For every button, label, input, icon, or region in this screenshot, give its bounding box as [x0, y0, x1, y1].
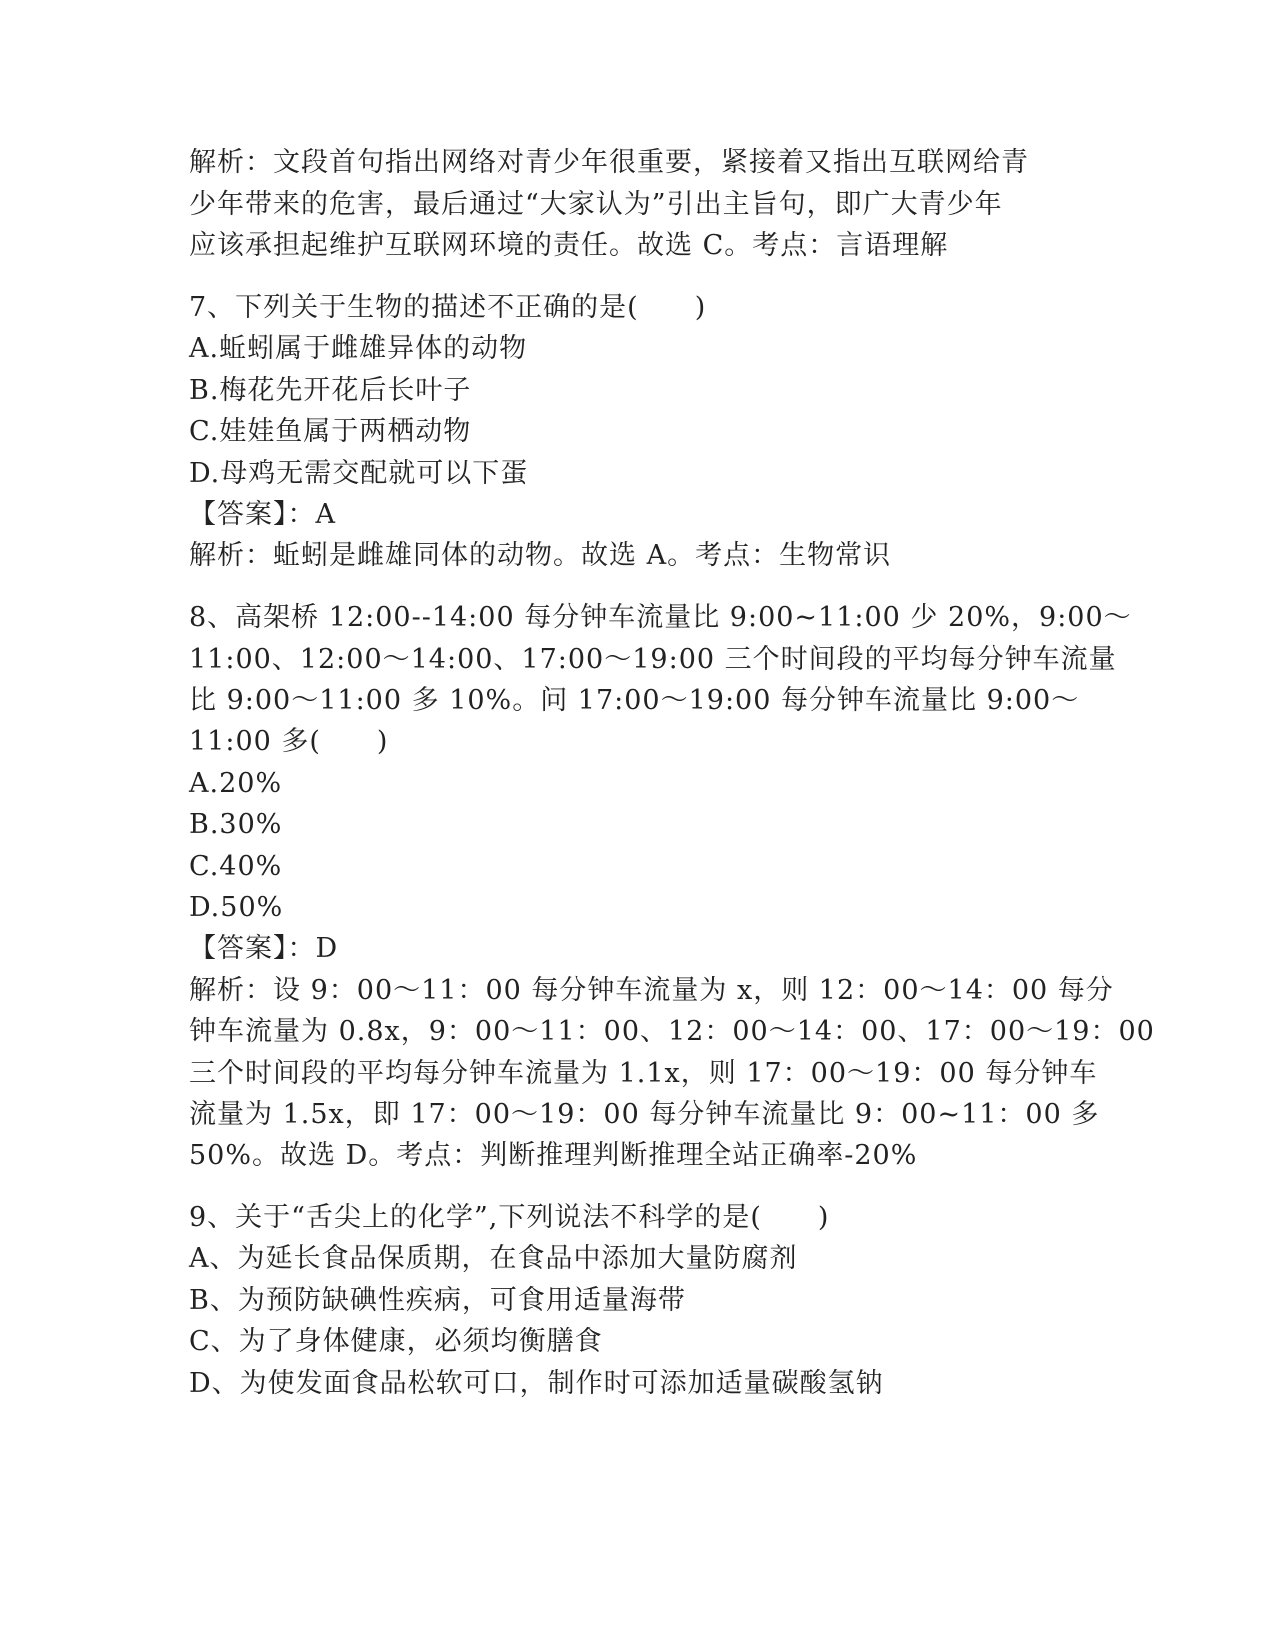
q8-option-b: B.30% [189, 809, 283, 840]
q8-question-line: 比 9:00～11:00 多 10%。问 17:00～19:00 每分钟车流量比 9:00～ [189, 685, 1080, 716]
q8-option-d: D.50% [189, 892, 284, 923]
q9-option-b: B、为预防缺碘性疾病，可食用适量海带 [189, 1285, 686, 1316]
q8-answer: 【答案】：D [189, 933, 339, 964]
q8-option-c: C.40% [189, 851, 283, 882]
q8-analysis-line: 解析：设 9：00～11：00 每分钟车流量为 x，则 12：00～14：00 每分 [189, 975, 1114, 1006]
q7-option-d: D.母鸡无需交配就可以下蛋 [189, 458, 529, 489]
q9-option-d: D、为使发面食品松软可口，制作时可添加适量碳酸氢钠 [189, 1368, 884, 1399]
q8-question-line: 11:00 多( ) [189, 726, 389, 757]
q6-analysis-line: 解析：文段首句指出网络对青少年很重要，紧接着又指出互联网给青 [189, 147, 1029, 178]
q8-question-line: 8、高架桥 12:00--14:00 每分钟车流量比 9:00~11:00 少 20%，9:00～ [189, 602, 1132, 633]
q8-question-line: 11:00、12:00～14:00、17:00～19:00 三个时间段的平均每分钟车流量 [189, 644, 1117, 675]
q7-analysis: 解析：蚯蚓是雌雄同体的动物。故选 A。考点：生物常识 [189, 540, 892, 571]
q7-option-a: A.蚯蚓属于雌雄异体的动物 [189, 333, 528, 364]
q6-analysis-line: 少年带来的危害，最后通过“大家认为”引出主旨句，即广大青少年 [189, 189, 1003, 220]
q7-option-c: C.娃娃鱼属于两栖动物 [189, 416, 472, 447]
q9-question: 9、关于“舌尖上的化学”,下列说法不科学的是( ) [189, 1202, 830, 1233]
q9-option-c: C、为了身体健康，必须均衡膳食 [189, 1326, 603, 1357]
q8-option-a: A.20% [189, 768, 283, 799]
q7-option-b: B.梅花先开花后长叶子 [189, 375, 472, 406]
q7-answer: 【答案】：A [189, 499, 336, 530]
q9-option-a: A、为延长食品保质期，在食品中添加大量防腐剂 [189, 1243, 798, 1274]
q8-analysis-line: 50%。故选 D。考点：判断推理判断推理全站正确率-20% [189, 1140, 918, 1171]
q7-question: 7、下列关于生物的描述不正确的是( ) [189, 292, 707, 323]
q8-analysis-line: 钟车流量为 0.8x，9：00～11：00、12：00～14：00、17：00～19：00 [189, 1016, 1155, 1047]
q8-analysis-line: 流量为 1.5x，即 17：00～19：00 每分钟车流量比 9：00~11：00 多 [189, 1099, 1100, 1130]
q8-analysis-line: 三个时间段的平均每分钟车流量为 1.1x，则 17：00～19：00 每分钟车 [189, 1058, 1098, 1089]
q6-analysis-line: 应该承担起维护互联网环境的责任。故选 C。考点：言语理解 [189, 230, 949, 261]
